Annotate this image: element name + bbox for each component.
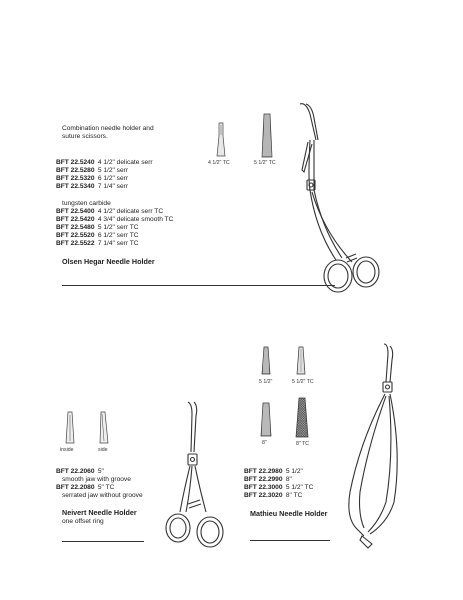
list-item: [244, 492, 313, 500]
list-item: [56, 167, 153, 175]
olsen-hegar-instrument-icon: [290, 100, 390, 296]
item-desc: 4 1/2" delicate serr TC: [97, 208, 164, 215]
item-code: BFT 22.2060: [56, 468, 95, 475]
item-code: BFT 22.5320: [56, 175, 95, 183]
neivert-instrument-icon: [160, 400, 230, 560]
list-item: [244, 484, 313, 492]
item-code: BFT 22.5520: [56, 232, 95, 240]
mathieu-tip-tc-icon: [295, 346, 307, 376]
mathieu-tip-8-icon: [259, 402, 273, 438]
item-code: BFT 22.5420: [56, 216, 95, 224]
mathieu-instrument-icon: [330, 342, 420, 552]
item-desc: 6 1/2" serr: [97, 175, 129, 183]
mathieu-divider: [250, 540, 330, 541]
item-desc: 6 1/2" serr TC: [97, 232, 139, 240]
neivert-list: [56, 468, 143, 500]
item-desc: 5 1/2" serr TC: [97, 224, 139, 232]
list-item: [56, 224, 173, 232]
list-item: [56, 159, 153, 167]
list-item: [56, 216, 173, 224]
olsen-tip-large-icon: [259, 113, 275, 159]
item-note: serrated jaw without groove: [62, 492, 143, 500]
olsen-title: Olsen Hegar Needle Holder: [62, 257, 155, 266]
list-item: [244, 476, 313, 484]
item-desc: 7 1/4" serr TC: [97, 240, 139, 248]
item-desc: 7 1/4" serr: [97, 183, 129, 191]
list-item: [56, 183, 153, 191]
item-code: BFT 22.5522: [56, 240, 95, 248]
neivert-jaw-caption: side: [98, 447, 108, 453]
item-desc: 5" TC: [97, 484, 115, 492]
neivert-jaw-side-icon: [98, 411, 110, 445]
item-code: BFT 22.5400: [56, 208, 95, 215]
mathieu-tip-caption: 5 1/2" TC: [292, 379, 314, 385]
item-code: BFT 22.5340: [56, 183, 95, 191]
neivert-title: Neivert Needle Holder: [62, 508, 137, 517]
olsen-intro-line: suture scissors.: [62, 133, 108, 141]
item-desc: 5 1/2": [285, 468, 303, 475]
item-code: BFT 22.5240: [56, 159, 95, 166]
item-code: BFT 22.2990: [244, 476, 283, 484]
item-note: smooth jaw with groove: [62, 476, 131, 484]
list-item: [56, 468, 143, 476]
olsen-tip-caption: 5 1/2" TC: [254, 160, 276, 166]
olsen-tc-list: [56, 208, 173, 248]
mathieu-tip-small-icon: [260, 346, 272, 376]
item-code: BFT 22.3000: [244, 484, 283, 492]
list-item: [244, 468, 313, 476]
mathieu-tip-caption: 8" TC: [296, 441, 309, 447]
neivert-subtitle: one offset ring: [62, 518, 104, 525]
neivert-jaw-inside-icon: [64, 411, 76, 445]
item-desc: 5 1/2" TC: [285, 484, 314, 492]
olsen-tip-small-icon: [214, 122, 228, 158]
neivert-jaw-caption: inside: [60, 447, 74, 453]
mathieu-tip-caption: 5 1/2": [259, 379, 273, 385]
olsen-serr-list: [56, 159, 153, 191]
olsen-tc-heading: tungsten carbide: [62, 200, 111, 207]
item-desc: 4 1/2" delicate serr: [97, 159, 153, 166]
olsen-tip-caption: 4 1/2" TC: [208, 160, 230, 166]
list-item: [56, 208, 173, 216]
item-desc: 8" TC: [285, 492, 303, 500]
list-item: [56, 232, 173, 240]
item-desc: 4 3/4" delicate smooth TC: [97, 216, 174, 224]
item-code: BFT 22.2080: [56, 484, 95, 492]
mathieu-tip-caption: 8": [262, 440, 267, 446]
olsen-intro: [62, 125, 154, 141]
mathieu-list: [244, 468, 313, 500]
neivert-divider: [62, 541, 144, 542]
item-code: BFT 22.3020: [244, 492, 283, 500]
item-desc: 5": [97, 468, 104, 475]
list-item: [56, 484, 143, 492]
item-code: BFT 22.5480: [56, 224, 95, 232]
list-item: [56, 175, 153, 183]
item-desc: 8": [285, 476, 292, 484]
mathieu-title: Mathieu Needle Holder: [250, 509, 328, 518]
item-code: BFT 22.2980: [244, 468, 283, 475]
item-code: BFT 22.5280: [56, 167, 95, 175]
olsen-intro-line: Combination needle holder and: [62, 125, 154, 132]
mathieu-tip-8tc-icon: [294, 397, 310, 439]
item-desc: 5 1/2" serr: [97, 167, 129, 175]
list-item: [56, 240, 173, 248]
